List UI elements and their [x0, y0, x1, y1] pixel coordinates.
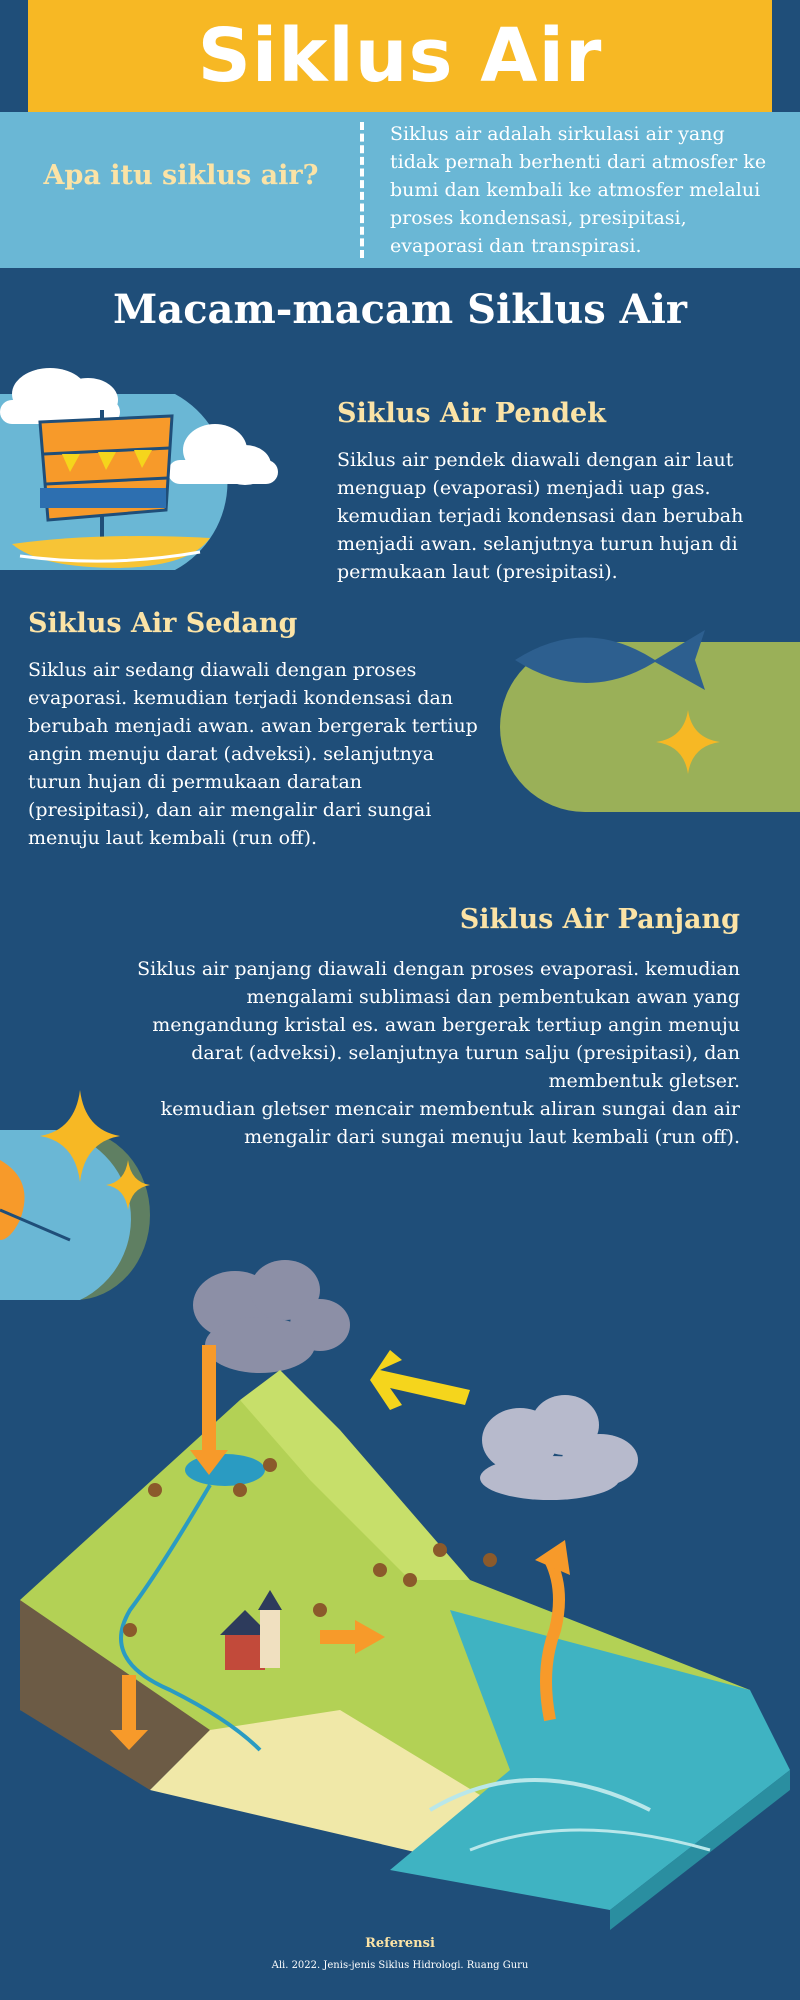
long-cycle-text-line1: Siklus air panjang diawali dengan proses evaporasi. kemudian mengalami sublimasi dan pembentukan awan yang mengandung kristal es. awan bergerak tertiup angin menuju darat (adveksi). selanjutnya turun salju (presipitasi), dan membentuk gletser.	[137, 958, 740, 1092]
short-cycle-title: Siklus Air Pendek	[337, 398, 606, 429]
section-title: Macam-macam Siklus Air	[113, 286, 687, 333]
intro-definition: Siklus air adalah sirkulasi air yang tidak pernah berhenti dari atmosfer ke bumi dan kembali ke atmosfer melalui proses kondensasi, presipitasi, evaporasi dan transpirasi.	[390, 123, 767, 257]
intro-divider	[360, 122, 364, 258]
medium-cycle-title: Siklus Air Sedang	[28, 608, 298, 639]
reference-citation: Ali. 2022. Jenis-jenis Siklus Hidrologi. Ruang Guru	[271, 1960, 529, 1971]
page-title: Siklus Air	[197, 13, 603, 99]
long-cycle-text	[130, 955, 740, 1151]
long-cycle-text-line2: kemudian gletser mencair membentuk aliran sungai dan air mengalir dari sungai menuju laut kembali (run off).	[160, 1098, 740, 1148]
long-cycle-title: Siklus Air Panjang	[459, 904, 740, 935]
sailboat-illustration	[0, 360, 290, 580]
intro-band	[0, 112, 800, 268]
fish-illustration	[495, 620, 800, 820]
short-cycle-text: Siklus air pendek diawali dengan air laut menguap (evaporasi) menjadi uap gas. kemudian terjadi kondensasi dan berubah menjadi awan. selanjutnya turun hujan di permukaan laut (presipitasi).	[337, 449, 744, 583]
medium-cycle-text: Siklus air sedang diawali dengan proses evaporasi. kemudian terjadi kondensasi dan berubah menjadi awan. awan bergerak tertiup angin menuju darat (adveksi). selanjutnya turun hujan di permukaan daratan (presipitasi), dan air mengalir dari sungai menuju laut kembali (run off).	[28, 659, 478, 849]
title-banner	[28, 0, 772, 112]
island-water-cycle-illustration	[10, 1250, 800, 1930]
cloud-icon	[480, 1395, 638, 1500]
arrow-icon	[370, 1350, 470, 1410]
reference-title: Referensi	[365, 1936, 435, 1951]
intro-question: Apa itu siklus air?	[43, 160, 319, 191]
cloud-icon	[193, 1260, 350, 1373]
